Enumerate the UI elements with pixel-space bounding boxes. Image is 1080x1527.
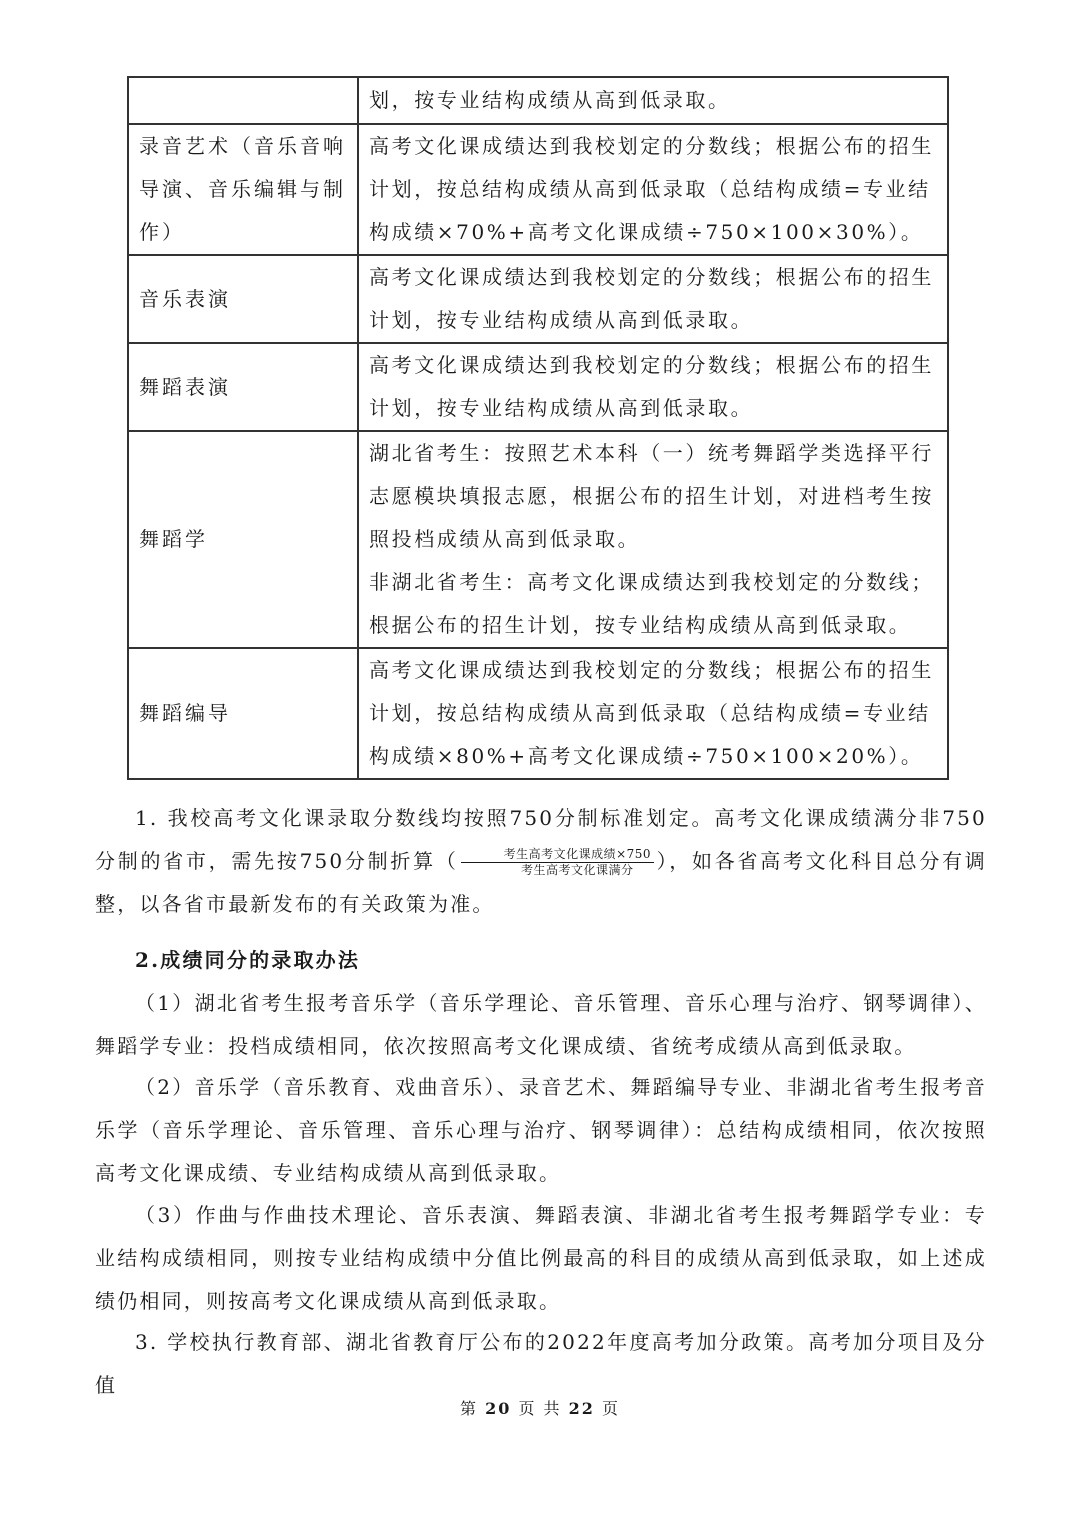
admission-rules-table (127, 76, 949, 780)
footer-prefix: 第 (459, 1399, 478, 1418)
rule-cell (358, 431, 948, 648)
section-heading: 2.成绩同分的录取办法 (135, 948, 361, 972)
note-1-text: 1. 我校高考文化课录取分数线均按照750分制标准划定。高考文化课成绩满分非750分制的省市，需先按750分制折算（ (95, 806, 987, 873)
rule-cell (358, 255, 948, 343)
rule-text: 高考文化课成绩达到我校划定的分数线；根据公布的招生计划，按总结构成绩从高到低录取（总结构成绩=专业结构成绩×80%+高考文化课成绩÷750×100×20%）。 (369, 658, 934, 768)
conversion-fraction (461, 847, 654, 878)
footer-suffix: 页 (602, 1399, 621, 1418)
note-1 (95, 797, 987, 926)
major-cell (128, 77, 358, 124)
note-1-text-end: ），如各省高考文化科目总分有调整，以各省市最新发布的有关政策为准。 (95, 849, 988, 916)
rule-text: 高考文化课成绩达到我校划定的分数线；根据公布的招生计划，按总结构成绩从高到低录取（总结构成绩=专业结构成绩×70%+高考文化课成绩÷750×100×30%）。 (369, 134, 934, 244)
table-row (128, 648, 948, 779)
major-cell: 舞蹈学 (128, 431, 358, 648)
note-3: 3. 学校执行教育部、湖北省教育厅公布的2022年度高考加分政策。高考加分项目及分值 (95, 1330, 987, 1397)
table-row (128, 343, 948, 431)
rule-text: 非湖北省考生：高考文化课成绩达到我校划定的分数线；根据公布的招生计划，按专业结构成绩从高到低录取。 (369, 570, 934, 637)
total-pages: 22 (568, 1399, 595, 1418)
rule-paragraph-3: （3）作曲与作曲技术理论、音乐表演、舞蹈表演、非湖北省考生报考舞蹈学专业：专业结构成绩相同，则按专业结构成绩中分值比例最高的科目的成绩从高到低录取，如上述成绩仍相同，则按高考文化课成绩从高到低录取。 (95, 1203, 987, 1313)
major-cell: 舞蹈编导 (128, 648, 358, 779)
table-row (128, 124, 948, 255)
table-row (128, 77, 948, 124)
rule-text: 湖北省考生：按照艺术本科（一）统考舞蹈学类选择平行志愿模块填报志愿，根据公布的招生计划，对进档考生按照投档成绩从高到低录取。 (369, 441, 934, 551)
rule-paragraph-1: （1）湖北省考生报考音乐学（音乐学理论、音乐管理、音乐心理与治疗、钢琴调律）、舞蹈学专业：投档成绩相同，依次按照高考文化课成绩、省统考成绩从高到低录取。 (95, 991, 987, 1058)
page-number: 20 (485, 1399, 512, 1418)
page-footer (0, 1396, 1080, 1419)
major-cell: 录音艺术（音乐音响导演、音乐编辑与制作） (128, 124, 358, 255)
fraction-numerator: 考生高考文化课成绩×750 (461, 847, 654, 863)
rule-paragraph-2: （2）音乐学（音乐教育、戏曲音乐）、录音艺术、舞蹈编导专业、非湖北省考生报考音乐学（音乐学理论、音乐管理、音乐心理与治疗、钢琴调律）：总结构成绩相同，依次按照高考文化课成绩、专业结构成绩从高到低录取。 (95, 1075, 987, 1185)
rule-text: 划，按专业结构成绩从高到低录取。 (369, 88, 731, 112)
rule-cell (358, 77, 948, 124)
rule-cell (358, 648, 948, 779)
fraction-denominator: 考生高考文化课满分 (521, 863, 634, 877)
rule-cell (358, 124, 948, 255)
table-row (128, 431, 948, 648)
rule-text: 高考文化课成绩达到我校划定的分数线；根据公布的招生计划，按专业结构成绩从高到低录取。 (369, 353, 934, 420)
rule-text: 高考文化课成绩达到我校划定的分数线；根据公布的招生计划，按专业结构成绩从高到低录取。 (369, 265, 934, 332)
footer-middle: 页 共 (518, 1399, 562, 1418)
table-row (128, 255, 948, 343)
major-cell: 舞蹈表演 (128, 343, 358, 431)
rule-cell (358, 343, 948, 431)
major-cell: 音乐表演 (128, 255, 358, 343)
